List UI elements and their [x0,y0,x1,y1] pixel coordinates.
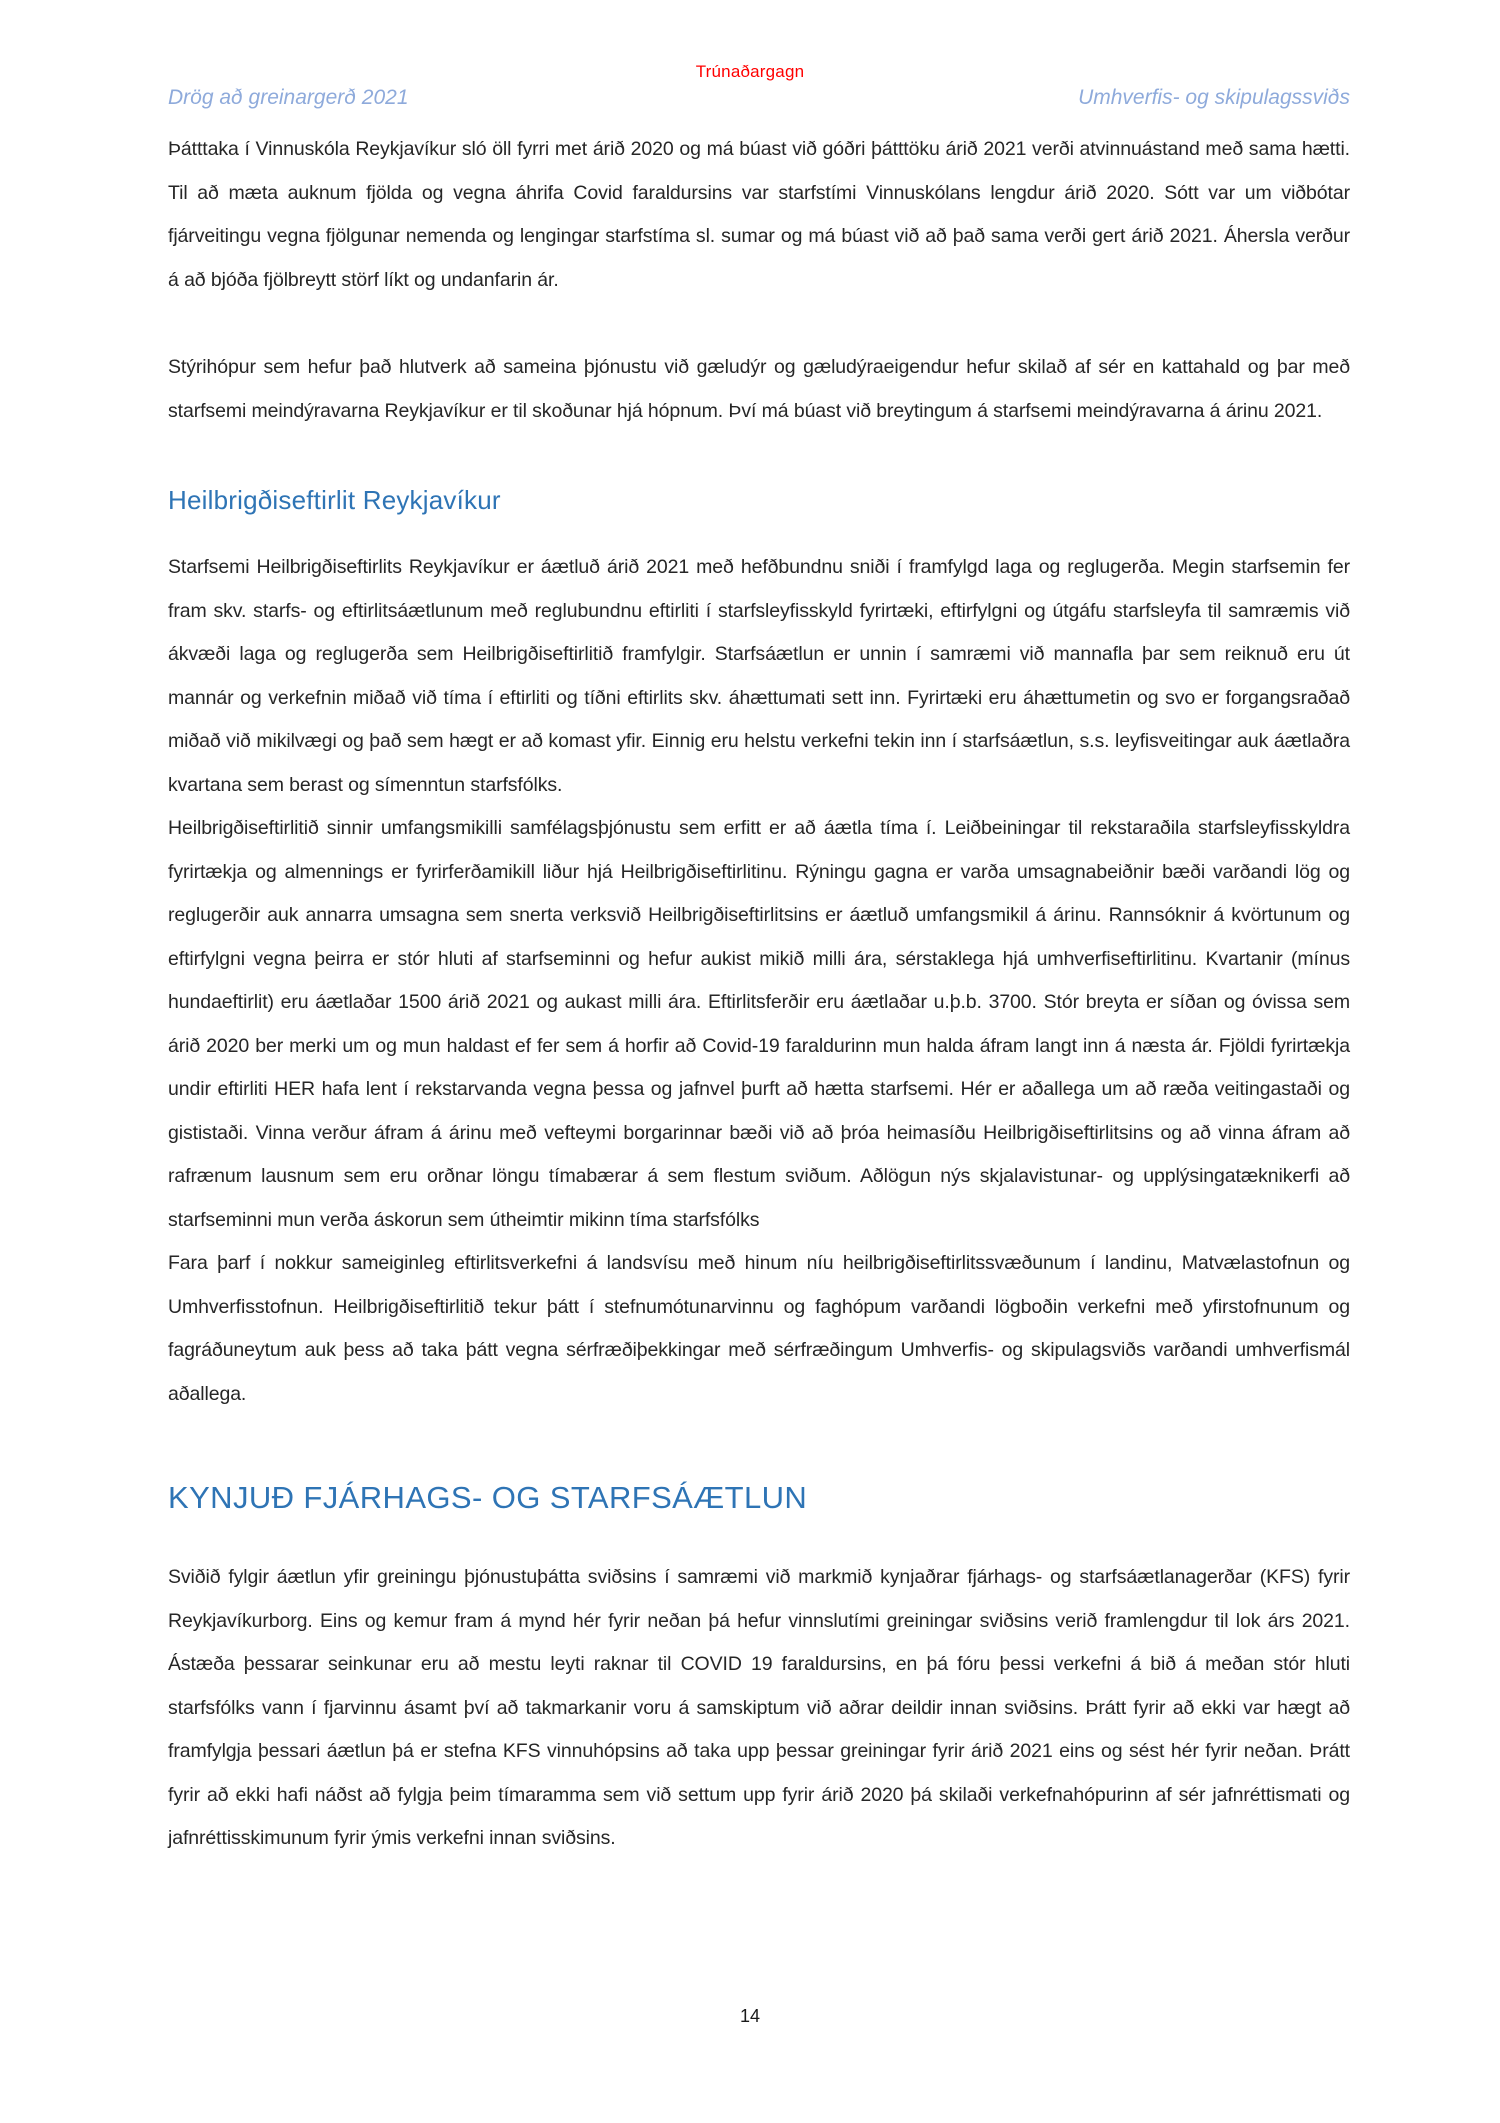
paragraph-vinnuskoli: Þátttaka í Vinnuskóla Reykjavíkur sló öll fyrri met árið 2020 og má búast við góðri þátttöku árið 2021 verði atvinnuástand með sama hætti. Til að mæta auknum fjölda og vegna áhrifa Covid faraldursins var starfstími Vinnuskólans lengdur árið 2020. Sótt var um viðbótar fjárveitingu vegna fjölgunar nemenda og lengingar starfstíma sl. sumar og má búast við að það sama verði gert árið 2021. Áhersla verður á að bjóða fjölbreytt störf líkt og undanfarin ár. [168,138,1350,291]
classification-label: Trúnaðargagn [695,62,805,81]
paragraph-samfelagsthjonusta: Heilbrigðiseftirlitið sinnir umfangsmikilli samfélagsþjónustu sem erfitt er að áætla tíma í. Leiðbeiningar til rekstaraðila starfsleyfisskyldra fyrirtækja og almennings er fyrirferðamikill liður hjá Heilbrigðiseftirlitinu. Rýningu gagna er varða umsagnabeiðnir bæði varðandi lög og reglugerðir auk annarra umsagna sem snerta verksvið Heilbrigðiseftirlitsins er áætluð umfangsmikil á árinu. Rannsóknir á kvörtunum og eftirfylgni vegna þeirra er stór hluti af starfseminni og hefur aukist mikið milli ára, sérstaklega hjá umhverfiseftirlitinu. Kvartanir (mínus hundaeftirlit) eru áætlaðar 1500 árið 2021 og aukast milli ára. Eftirlitsferðir eru áætlaðar u.þ.b. 3700. Stór breyta er síðan og óvissa sem árið 2020 ber merki um og mun haldast ef fer sem á horfir að Covid-19 faraldurinn mun halda áfram langt inn á næsta ár. Fjöldi fyrirtækja undir eftirliti HER hafa lent í rekstarvanda vegna þessa og jafnvel þurft að hætta starfsemi. Hér er aðallega um að ræða veitingastaði og gististaði. Vinna verður áfram á árinu með vefteymi borgarinnar bæði við að þróa heimasíðu Heilbrigðiseftirlitsins og að vinna áfram að rafrænum lausnum sem eru orðnar löngu tímabærar á sem flestum sviðum. Aðlögun nýs skjalavistunar- og upplýsingatæknikerfi að starfseminni mun verða áskorun sem útheimtir mikinn tíma starfsfólks [168,817,1350,1231]
page-header [0,82,1500,110]
paragraph-eftirlitsverkefni: Fara þarf í nokkur sameiginleg eftirlitsverkefni á landsvísu með hinum níu heilbrigðiseftirlitssvæðunum í landinu, Matvælastofnun og Umhverfisstofnun. Heilbrigðiseftirlitið tekur þátt í stefnumótunarvinnu og faghópum varðandi lögboðin verkefni með yfirstofnunum og fagráðuneytum auk þess að taka þátt vegna sérfræðiþekkingar með sérfræðingum Umhverfis- og skipulagsviðs varðandi umhverfismál aðallega. [168,1252,1350,1405]
document-content [0,110,1500,1861]
page-number: 14 [739,2006,761,2026]
header-left-title: Drög að greinargerð 2021 [168,86,409,109]
heading-kynjud-fjarhags: KYNJUÐ FJÁRHAGS- OG STARFSÁÆTLUN [168,1480,808,1515]
heading-heilbrigdiseftirlit: Heilbrigðiseftirlit Reykjavíkur [168,485,501,515]
paragraph-kfs: Sviðið fylgir áætlun yfir greiningu þjónustuþátta sviðsins í samræmi við markmið kynjaðrar fjárhags- og starfsáætlanagerðar (KFS) fyrir Reykjavíkurborg. Eins og kemur fram á mynd hér fyrir neðan þá hefur vinnslutími greiningar sviðsins verið framlengdur til lok árs 2021. Ástæða þessarar seinkunar eru að mestu leyti raknar til COVID 19 faraldursins, en þá fóru þessi verkefni á bið á meðan stór hluti starfsfólks vann í fjarvinnu ásamt því að takmarkanir voru á samskiptum við aðrar deildir innan sviðsins. Þrátt fyrir að ekki var hægt að framfylgja þessari áætlun þá er stefna KFS vinnuhópsins að taka upp þessar greiningar fyrir árið 2021 eins og sést hér fyrir neðan. Þrátt fyrir að ekki hafi náðst að fylgja þeim tímaramma sem við settum upp fyrir árið 2020 þá skilaði verkefnahópurinn af sér jafnréttismati og jafnréttisskimunum fyrir ýmis verkefni innan sviðsins. [168,1566,1350,1849]
header-right-title: Umhverfis- og skipulagssviðs [1078,86,1350,109]
paragraph-starfsemi: Starfsemi Heilbrigðiseftirlits Reykjavíkur er áætluð árið 2021 með hefðbundnu sniði í framfylgd laga og reglugerða. Megin starfsemin fer fram skv. starfs- og eftirlitsáætlunum með reglubundnu eftirliti í starfsleyfisskyld fyrirtæki, eftirfylgni og útgáfu starfsleyfa til samræmis við ákvæði laga og reglugerða sem Heilbrigðiseftirlitið framfylgir. Starfsáætlun er unnin í samræmi við mannafla þar sem reiknuð eru út mannár og verkefnin miðað við tíma í eftirliti og tíðni eftirlits skv. áhættumati sett inn. Fyrirtæki eru áhættumetin og svo er forgangsraðað miðað við mikilvægi og það sem hægt er að komast yfir. Einnig eru helstu verkefni tekin inn í starfsáætlun, s.s. leyfisveitingar auk áætlaðra kvartana sem berast og símenntun starfsfólks. [168,556,1350,796]
paragraph-styrihopur: Stýrihópur sem hefur það hlutverk að sameina þjónustu við gæludýr og gæludýraeigendur hefur skilað af sér en kattahald og þar með starfsemi meindýravarna Reykjavíkur er til skoðunar hjá hópnum. Því má búast við breytingum á starfsemi meindýravarna á árinu 2021. [168,356,1350,422]
